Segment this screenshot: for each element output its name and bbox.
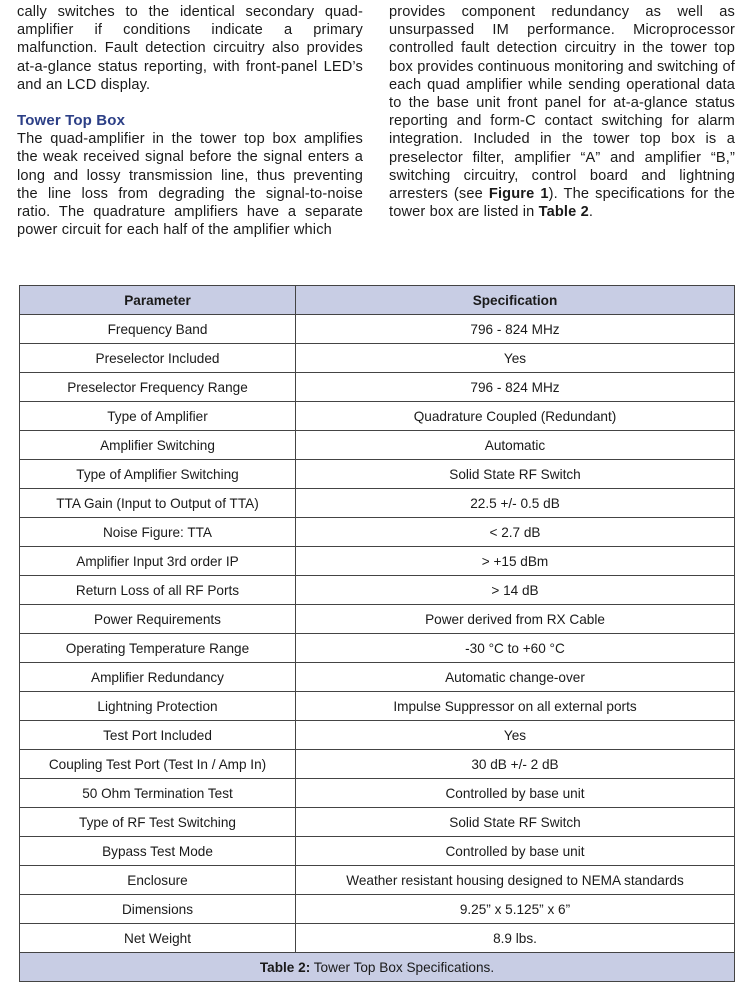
table-row bbox=[20, 547, 735, 576]
specification-cell: < 2.7 dB bbox=[296, 518, 735, 547]
parameter-cell: TTA Gain (Input to Output of TTA) bbox=[20, 489, 296, 518]
table-row bbox=[20, 895, 735, 924]
table-row bbox=[20, 460, 735, 489]
table-row bbox=[20, 373, 735, 402]
parameter-cell: 50 Ohm Termination Test bbox=[20, 779, 296, 808]
body-paragraph: The quad-amplifier in the tower top box amplifies the weak received signal before the signal enters a long and lossy transmission line, thus preventing the line loss from degrading the signal-to-noise ratio. The quadrature amplifiers have a separate power circuit for each half of the amplifier which bbox=[17, 131, 363, 239]
parameter-cell: Enclosure bbox=[20, 866, 296, 895]
specification-cell: 9.25” x 5.125” x 6” bbox=[296, 895, 735, 924]
table-row bbox=[20, 489, 735, 518]
table-row bbox=[20, 402, 735, 431]
specification-cell: Power derived from RX Cable bbox=[296, 605, 735, 634]
section-heading: Tower Top Box bbox=[17, 112, 126, 130]
spec-table bbox=[19, 285, 735, 982]
right-column bbox=[389, 3, 735, 221]
table-row bbox=[20, 721, 735, 750]
table-row bbox=[20, 866, 735, 895]
specification-cell: Automatic bbox=[296, 431, 735, 460]
table-header-row bbox=[20, 286, 735, 315]
specification-cell: > 14 dB bbox=[296, 576, 735, 605]
specification-cell: 30 dB +/- 2 dB bbox=[296, 750, 735, 779]
specification-cell: Quadrature Coupled (Redundant) bbox=[296, 402, 735, 431]
table-row bbox=[20, 779, 735, 808]
table-row bbox=[20, 634, 735, 663]
figure-reference: Figure 1 bbox=[488, 186, 549, 203]
table-row bbox=[20, 808, 735, 837]
parameter-cell: Operating Temperature Range bbox=[20, 634, 296, 663]
header-parameter: Parameter bbox=[20, 286, 296, 315]
parameter-cell: Lightning Protection bbox=[20, 692, 296, 721]
specification-cell: 796 - 824 MHz bbox=[296, 315, 735, 344]
parameter-cell: Coupling Test Port (Test In / Amp In) bbox=[20, 750, 296, 779]
table-row bbox=[20, 576, 735, 605]
table-row bbox=[20, 431, 735, 460]
left-column bbox=[17, 3, 363, 239]
right-text-c: . bbox=[588, 204, 594, 221]
specification-cell: Controlled by base unit bbox=[296, 779, 735, 808]
parameter-cell: Test Port Included bbox=[20, 721, 296, 750]
table-row bbox=[20, 750, 735, 779]
parameter-cell: Bypass Test Mode bbox=[20, 837, 296, 866]
parameter-cell: Dimensions bbox=[20, 895, 296, 924]
parameter-cell: Frequency Band bbox=[20, 315, 296, 344]
table-row bbox=[20, 605, 735, 634]
parameter-cell: Return Loss of all RF Ports bbox=[20, 576, 296, 605]
table-row bbox=[20, 663, 735, 692]
parameter-cell: Noise Figure: TTA bbox=[20, 518, 296, 547]
table-caption-row bbox=[20, 953, 735, 982]
parameter-cell: Type of RF Test Switching bbox=[20, 808, 296, 837]
table-caption bbox=[20, 953, 735, 982]
table-row bbox=[20, 837, 735, 866]
caption-text: Tower Top Box Specifications. bbox=[310, 959, 495, 975]
table-row bbox=[20, 315, 735, 344]
parameter-cell: Type of Amplifier bbox=[20, 402, 296, 431]
right-text-b: ). The specifications for the tower box are listed in bbox=[389, 186, 736, 221]
parameter-cell: Preselector Included bbox=[20, 344, 296, 373]
specification-cell: 8.9 lbs. bbox=[296, 924, 735, 953]
table-body bbox=[20, 315, 735, 953]
right-paragraph bbox=[389, 3, 735, 221]
table-row bbox=[20, 518, 735, 547]
caption-label: Table 2: bbox=[259, 959, 311, 975]
right-text-a: provides component redundancy as well as unsurpassed IM performance. Microprocessor controlled fault detection circuitry in the tower top box provides continuous monitoring and switching of each quad amplifier while sending operational data to the base unit front panel for at-a-glance status reporting and form-C contact switching for alarm integration. Included in the tower top box is a preselector filter, amplifier “A” and amplifier “B,” switching circuitry, control board and lightning arresters (see bbox=[389, 4, 735, 203]
specification-cell: Impulse Suppressor on all external ports bbox=[296, 692, 735, 721]
specification-cell: Controlled by base unit bbox=[296, 837, 735, 866]
parameter-cell: Preselector Frequency Range bbox=[20, 373, 296, 402]
specification-cell: 22.5 +/- 0.5 dB bbox=[296, 489, 735, 518]
table-row bbox=[20, 344, 735, 373]
header-specification: Specification bbox=[296, 286, 735, 315]
specification-cell: Yes bbox=[296, 721, 735, 750]
specification-cell: Solid State RF Switch bbox=[296, 808, 735, 837]
specification-cell: -30 °C to +60 °C bbox=[296, 634, 735, 663]
parameter-cell: Amplifier Redundancy bbox=[20, 663, 296, 692]
specification-cell: Yes bbox=[296, 344, 735, 373]
intro-paragraph: cally switches to the identical secondary quad-amplifier if conditions indicate a primary malfunction. Fault detection circuitry also provides at-a-glance status reporting, with front-panel LED’s and an LCD display. bbox=[17, 4, 363, 93]
parameter-cell: Amplifier Switching bbox=[20, 431, 296, 460]
specification-cell: 796 - 824 MHz bbox=[296, 373, 735, 402]
parameter-cell: Net Weight bbox=[20, 924, 296, 953]
table-row bbox=[20, 692, 735, 721]
parameter-cell: Power Requirements bbox=[20, 605, 296, 634]
specification-cell: Solid State RF Switch bbox=[296, 460, 735, 489]
parameter-cell: Amplifier Input 3rd order IP bbox=[20, 547, 296, 576]
specification-cell: Automatic change-over bbox=[296, 663, 735, 692]
table-reference: Table 2 bbox=[538, 204, 589, 221]
parameter-cell: Type of Amplifier Switching bbox=[20, 460, 296, 489]
specification-cell: > +15 dBm bbox=[296, 547, 735, 576]
table-row bbox=[20, 924, 735, 953]
specification-cell: Weather resistant housing designed to NEMA standards bbox=[296, 866, 735, 895]
